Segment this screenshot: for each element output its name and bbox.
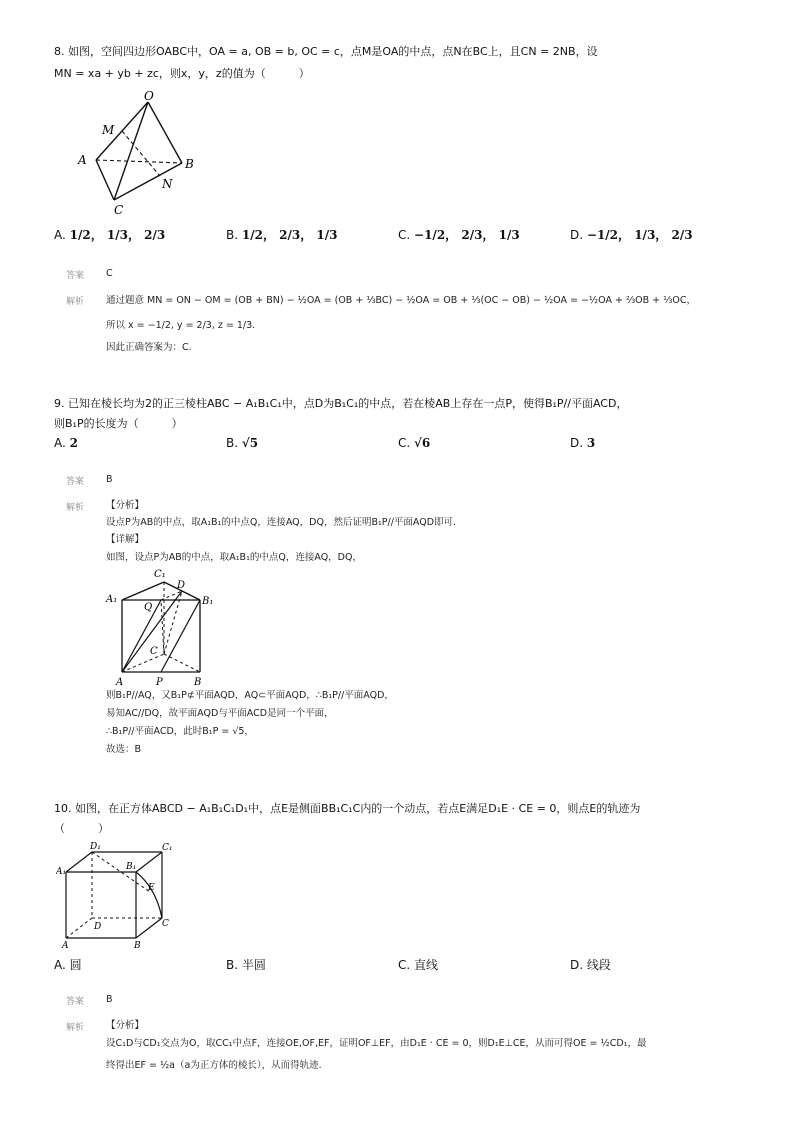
- q9-solution-line5: 则B₁P//AQ，又B₁P⊄平面AQD，AQ⊂平面AQD，∴B₁P//平面AQD，: [106, 690, 394, 701]
- q9-option-d-text: 3: [586, 436, 596, 450]
- q8-option-d-letter: D.: [570, 228, 584, 242]
- q9-solution-line4: 如图，设点P为AB的中点，取A₁B₁的中点Q，连接AQ，DQ，: [106, 552, 362, 563]
- q8-fig-label-a: A: [78, 153, 87, 167]
- q9-fig-label-d: D: [177, 580, 186, 591]
- q9-solution-line8: 故选：B: [106, 744, 142, 755]
- q10-option-d-text: 线段: [586, 958, 611, 972]
- q10-option-c[interactable]: [398, 956, 438, 973]
- q9-option-c-text: √6: [414, 436, 431, 450]
- q10-fig-label-c: C: [162, 919, 169, 929]
- q8-fig-label-b: B: [185, 157, 194, 171]
- q9-fig-label-a1: A₁: [106, 594, 118, 605]
- q9-option-a-letter: A.: [54, 436, 66, 450]
- q10-stem-line1: 10. 如图，在正方体ABCD − A₁B₁C₁D₁中，点E是侧面BB₁C₁C内的一个动点，若点E满足D₁E · CE = 0，则点E的轨迹为: [54, 802, 641, 815]
- q8-option-d-text: −1/2， 1/3， 2/3: [586, 228, 693, 242]
- q9-analysis-label: 解析: [66, 503, 85, 513]
- q8-option-c-text: −1/2， 2/3， 1/3: [414, 228, 520, 242]
- q10-option-a[interactable]: [54, 956, 82, 973]
- q8-solution-line2: 所以 x = −1/2, y = 2/3, z = 1/3.: [106, 320, 256, 331]
- q8-answer-value: C: [106, 268, 113, 279]
- q8-option-a-text: 1/2， 1/3， 2/3: [69, 228, 166, 242]
- q10-solution-line2: 设C₁D与CD₁交点为O，取CC₁中点F，连接OE,OF,EF，证明OF⊥EF，由D₁E · CE = 0，则D₁E⊥CE，从而可得OE = ½CD₁，最: [106, 1038, 647, 1049]
- q10-fig-label-b: B: [134, 941, 141, 951]
- q9-fig-label-b: B: [194, 677, 202, 688]
- q9-option-d[interactable]: [570, 436, 595, 450]
- q8-analysis-label: 解析: [66, 297, 85, 307]
- q9-solution-line6: 易知AC//DQ，故平面AQD与平面ACD是同一个平面，: [106, 708, 334, 719]
- q9-fig-label-q: Q: [144, 602, 153, 613]
- q9-solution-line7: ∴B₁P//平面ACD，此时B₁P = √5，: [106, 726, 254, 737]
- q10-fig-label-c1: C₁: [162, 843, 173, 853]
- q9-solution-line2: 设点P为AB的中点，取A₁B₁的中点Q，连接AQ，DQ，然后证明B₁P//平面AQD即可.: [106, 517, 457, 528]
- q9-option-a[interactable]: [54, 436, 78, 450]
- q9-solution-line1: 【分析】: [106, 500, 145, 511]
- q8-answer-label: 答案: [66, 271, 85, 281]
- q10-answer-value: B: [106, 994, 113, 1005]
- q9-option-b[interactable]: [226, 436, 258, 450]
- q9-fig-label-a: A: [116, 677, 124, 688]
- q8-option-c[interactable]: [398, 226, 520, 243]
- q10-option-c-letter: C.: [398, 958, 411, 972]
- q9-option-c[interactable]: [398, 436, 430, 450]
- q9-option-d-letter: D.: [570, 436, 584, 450]
- q10-fig-label-a: A: [62, 941, 69, 951]
- q10-answer-label: 答案: [66, 997, 85, 1007]
- q9-stem-line1: 9. 已知在棱长均为2的正三棱柱ABC − A₁B₁C₁中，点D为B₁C₁的中点，若在棱AB上存在一点P，使得B₁P//平面ACD，: [54, 397, 628, 410]
- q8-solution-line3: 因此正确答案为：C.: [106, 342, 192, 353]
- q8-option-a[interactable]: [54, 226, 165, 243]
- q8-option-a-letter: A.: [54, 228, 66, 242]
- q10-option-d-letter: D.: [570, 958, 584, 972]
- q9-stem-line2: 则B₁P的长度为（ ）: [54, 417, 183, 430]
- q8-option-b[interactable]: [226, 226, 337, 243]
- q8-fig-label-c: C: [114, 203, 124, 217]
- q8-stem-line1: 8. 如图，空间四边形OABC中，OA = a, OB = b, OC = c，点M是OA的中点，点N在BC上，且CN = 2NB，设: [54, 45, 598, 58]
- q8-option-d[interactable]: [570, 226, 693, 243]
- q10-solution-line3: 终得出EF = ½a（a为正方体的棱长），从而得轨迹.: [106, 1060, 322, 1071]
- q10-option-a-letter: A.: [54, 958, 66, 972]
- q10-solution-line1: 【分析】: [106, 1020, 145, 1031]
- q8-option-b-text: 1/2， 2/3， 1/3: [241, 228, 338, 242]
- q10-stem-line2: （ ）: [54, 822, 109, 835]
- q10-option-a-text: 圆: [69, 958, 82, 972]
- q10-fig-label-e: E: [148, 883, 155, 893]
- q8-solution-line1: 通过题意 MN = ON − OM = (OB + BN) − ½OA = (OB + ⅓BC) − ½OA = OB + ⅓(OC − OB) − ½OA = −½OA + ⅔OB + ⅓OC，: [106, 295, 696, 306]
- q8-option-c-letter: C.: [398, 228, 411, 242]
- q8-stem-line2: MN = xa + yb + zc，则x，y，z的值为（ ）: [54, 67, 310, 80]
- q9-option-c-letter: C.: [398, 436, 411, 450]
- q9-prism-figure: [104, 564, 224, 690]
- q10-option-b-text: 半圆: [241, 958, 266, 972]
- q9-answer-label: 答案: [66, 477, 85, 487]
- q8-fig-label-m: M: [102, 123, 115, 137]
- q10-fig-label-d1: D₁: [90, 842, 101, 852]
- q10-fig-label-b1: B₁: [126, 862, 137, 872]
- q9-option-b-letter: B.: [226, 436, 239, 450]
- q10-cube-figure: [56, 838, 184, 954]
- q8-fig-label-n: N: [162, 177, 173, 191]
- q10-option-c-text: 直线: [414, 958, 439, 972]
- q10-option-b-letter: B.: [226, 958, 239, 972]
- q10-fig-label-a1: A₁: [56, 867, 67, 877]
- q9-solution-line3: 【详解】: [106, 534, 145, 545]
- q10-option-d[interactable]: [570, 956, 611, 973]
- q9-fig-label-b1: B₁: [202, 596, 214, 607]
- q9-option-b-text: √5: [241, 436, 259, 450]
- q8-fig-label-o: O: [144, 89, 154, 103]
- q9-fig-label-p: P: [156, 677, 163, 688]
- q8-tetrahedron-figure: [72, 88, 202, 218]
- q9-fig-label-c: C: [150, 646, 158, 657]
- q8-option-b-letter: B.: [226, 228, 239, 242]
- q10-analysis-label: 解析: [66, 1023, 85, 1033]
- q9-option-a-text: 2: [69, 436, 78, 450]
- q10-option-b[interactable]: [226, 956, 266, 973]
- q10-fig-label-d: D: [94, 922, 102, 932]
- q9-answer-value: B: [106, 474, 113, 485]
- q9-fig-label-c1: C₁: [154, 569, 166, 580]
